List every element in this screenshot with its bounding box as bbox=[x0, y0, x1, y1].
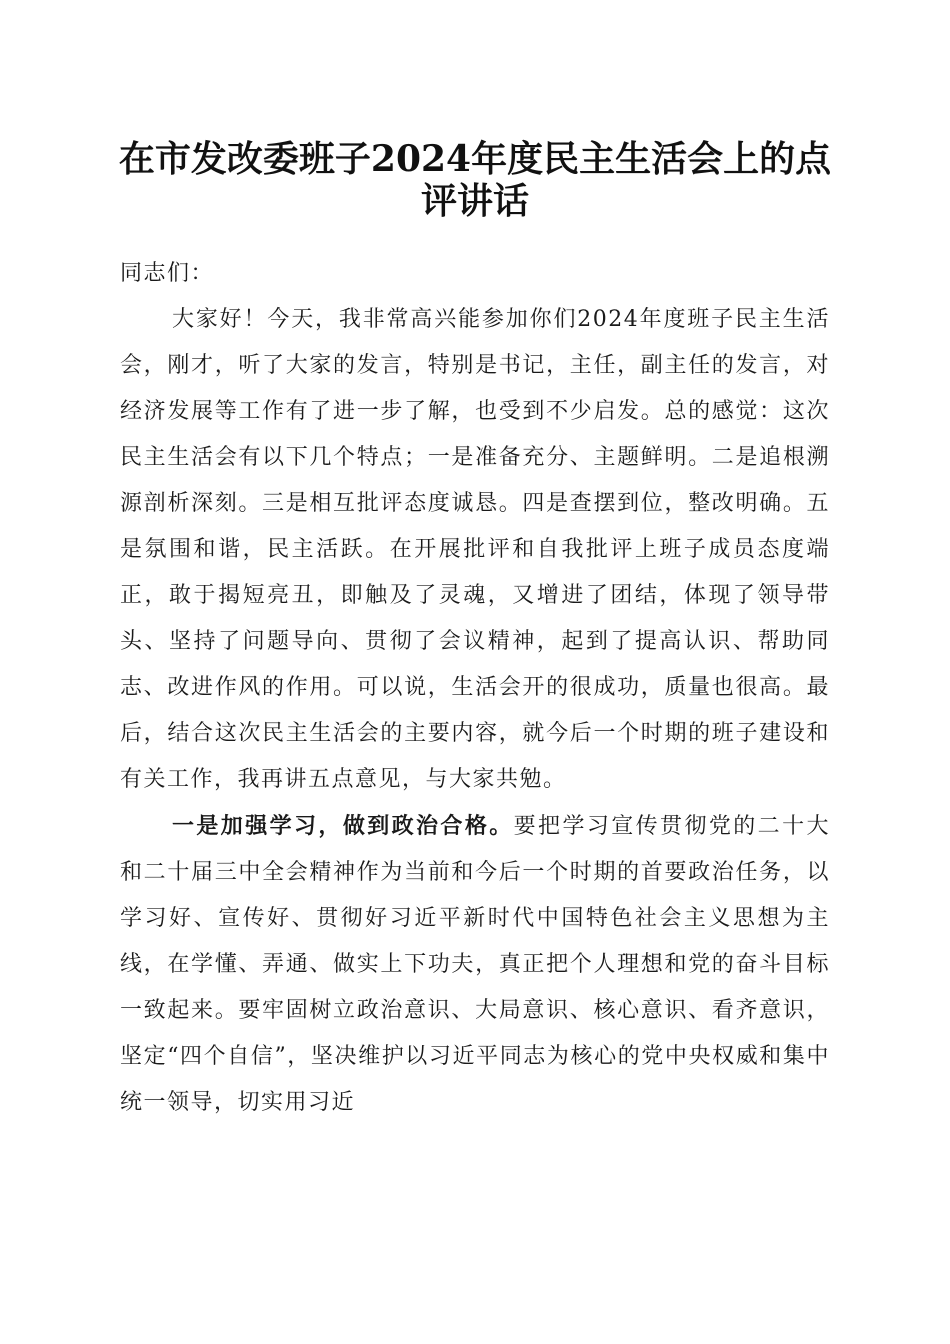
salutation: 同志们： bbox=[120, 261, 215, 286]
document-title bbox=[100, 138, 850, 222]
paragraph-point-one bbox=[120, 803, 830, 1126]
point-one-heading: 一是加强学习，做到政治合格。 bbox=[172, 813, 514, 839]
title-line-2: 评讲话 bbox=[420, 180, 529, 222]
point-one-text: 要把学习宣传贯彻党的二十大和二十届三中全会精神作为当前和今后一个时期的首要政治任务，以学习好、宣传好、贯彻好习近平新时代中国特色社会主义思想为主线，在学懂、弄通、做实上下功夫，真正把个人理想和党的奋斗目标一致起来。要牢固树立政治意识、大局意识、核心意识、看齐意识，坚定“四个自信”，坚决维护以习近平同志为核心的党中央权威和集中统一领导，切实用习近 bbox=[120, 814, 830, 1115]
document-body bbox=[120, 251, 830, 1126]
title-line-1: 在市发改委班子2024年度民主生活会上的点 bbox=[118, 138, 832, 180]
paragraph-opening: 大家好！今天，我非常高兴能参加你们2024年度班子民主生活会，刚才，听了大家的发言，特别是书记，主任，副主任的发言，对经济发展等工作有了进一步了解，也受到不少启发。总的感觉：这次民主生活会有以下几个特点；一是准备充分、主题鲜明。二是追根溯源剖析深刻。三是相互批评态度诚恳。四是查摆到位，整改明确。五是氛围和谐，民主活跃。在开展批评和自我批评上班子成员态度端正，敢于揭短亮丑，即触及了灵魂，又增进了团结，体现了领导带头、坚持了问题导向、贯彻了会议精神，起到了提高认识、帮助同志、改进作风的作用。可以说，生活会开的很成功，质量也很高。最后，结合这次民主生活会的主要内容，就今后一个时期的班子建设和有关工作，我再讲五点意见，与大家共勉。 bbox=[120, 307, 830, 792]
